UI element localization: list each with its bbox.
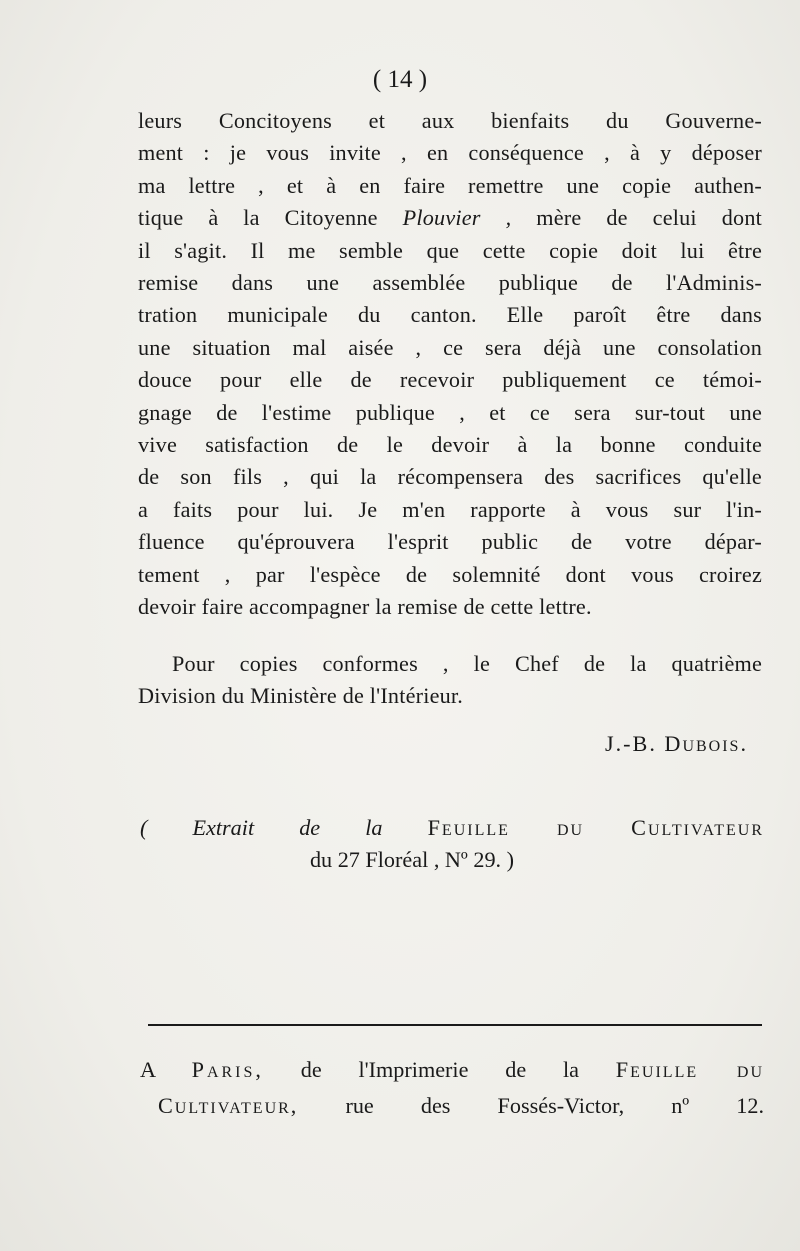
text-line: vive satisfaction de le devoir à la bonne conduite: [138, 432, 762, 458]
text-line: de son fils , qui la récompensera des sacrifices qu'elle: [138, 464, 762, 490]
text-fragment: mère de celui dont: [536, 205, 762, 231]
text-line: leurs Concitoyens et aux bienfaits du Gouverne-: [138, 108, 762, 133]
extract-line: [140, 812, 764, 844]
paragraph-gap: [138, 624, 762, 648]
imprint-text: de l'Imprimerie de la: [300, 1057, 579, 1082]
page-number: ( 14 ): [372, 66, 428, 93]
text-line: a faits pour lui. Je m'en rapporte à vous sur l'in-: [138, 496, 762, 522]
text-line: une situation mal aisée , ce sera déjà une consolation: [138, 334, 762, 360]
text-line: il s'agit. Il me semble que cette copie doit lui être: [138, 237, 762, 263]
imprint-text: A: [140, 1057, 155, 1082]
text-line: ment : je vous invite , en conséquence , à y déposer: [138, 140, 762, 166]
text-line: tement , par l'espèce de solemnité dont vous croirez: [138, 561, 762, 587]
text-line-with-name: [138, 202, 762, 234]
text-line: fluence qu'éprouvera l'esprit public de votre dépar-: [138, 529, 762, 555]
imprint-address: rue des Fossés-Victor, nº 12.: [345, 1093, 764, 1118]
text-line: remise dans une assemblée publique de l'Adminis-: [138, 270, 762, 296]
signature: J.-B. Dubois.: [604, 731, 748, 757]
paragraph-gap: [138, 712, 762, 728]
extract-note: [140, 812, 764, 876]
text-line: douce pour elle de recevoir publiquement ce témoi-: [138, 367, 762, 393]
imprint-printer: Feuille du: [615, 1057, 765, 1082]
text-fragment: tique à la Citoyenne: [138, 205, 378, 231]
text-line: gnage de l'estime publique , et ce sera sur-tout une: [138, 399, 762, 425]
text-line: tration municipale du canton. Elle paroît être dans: [138, 302, 762, 328]
extract-prefix: ( Extrait de la: [140, 815, 383, 840]
imprint-line: [140, 1052, 764, 1088]
text-line: devoir faire accompagner la remise de cette lettre.: [138, 594, 592, 620]
imprint-printer: Cultivateur,: [158, 1093, 299, 1118]
citizen-name: Plouvier ,: [402, 205, 512, 231]
extract-date: du 27 Floréal , Nº 29. ): [309, 847, 515, 872]
text-line: Division du Ministère de l'Intérieur.: [138, 682, 464, 708]
divider-rule: [148, 1024, 762, 1026]
text-line: ma lettre , et à en faire remettre une copie authen-: [138, 172, 762, 198]
text-line: Pour copies conformes , le Chef de la quatrième: [172, 650, 762, 676]
main-text: [138, 105, 762, 761]
imprint-line: [140, 1088, 764, 1124]
newspaper-title: Feuille du Cultivateur: [427, 815, 764, 840]
imprint-city: Paris,: [191, 1057, 264, 1082]
imprint: [140, 1052, 764, 1124]
